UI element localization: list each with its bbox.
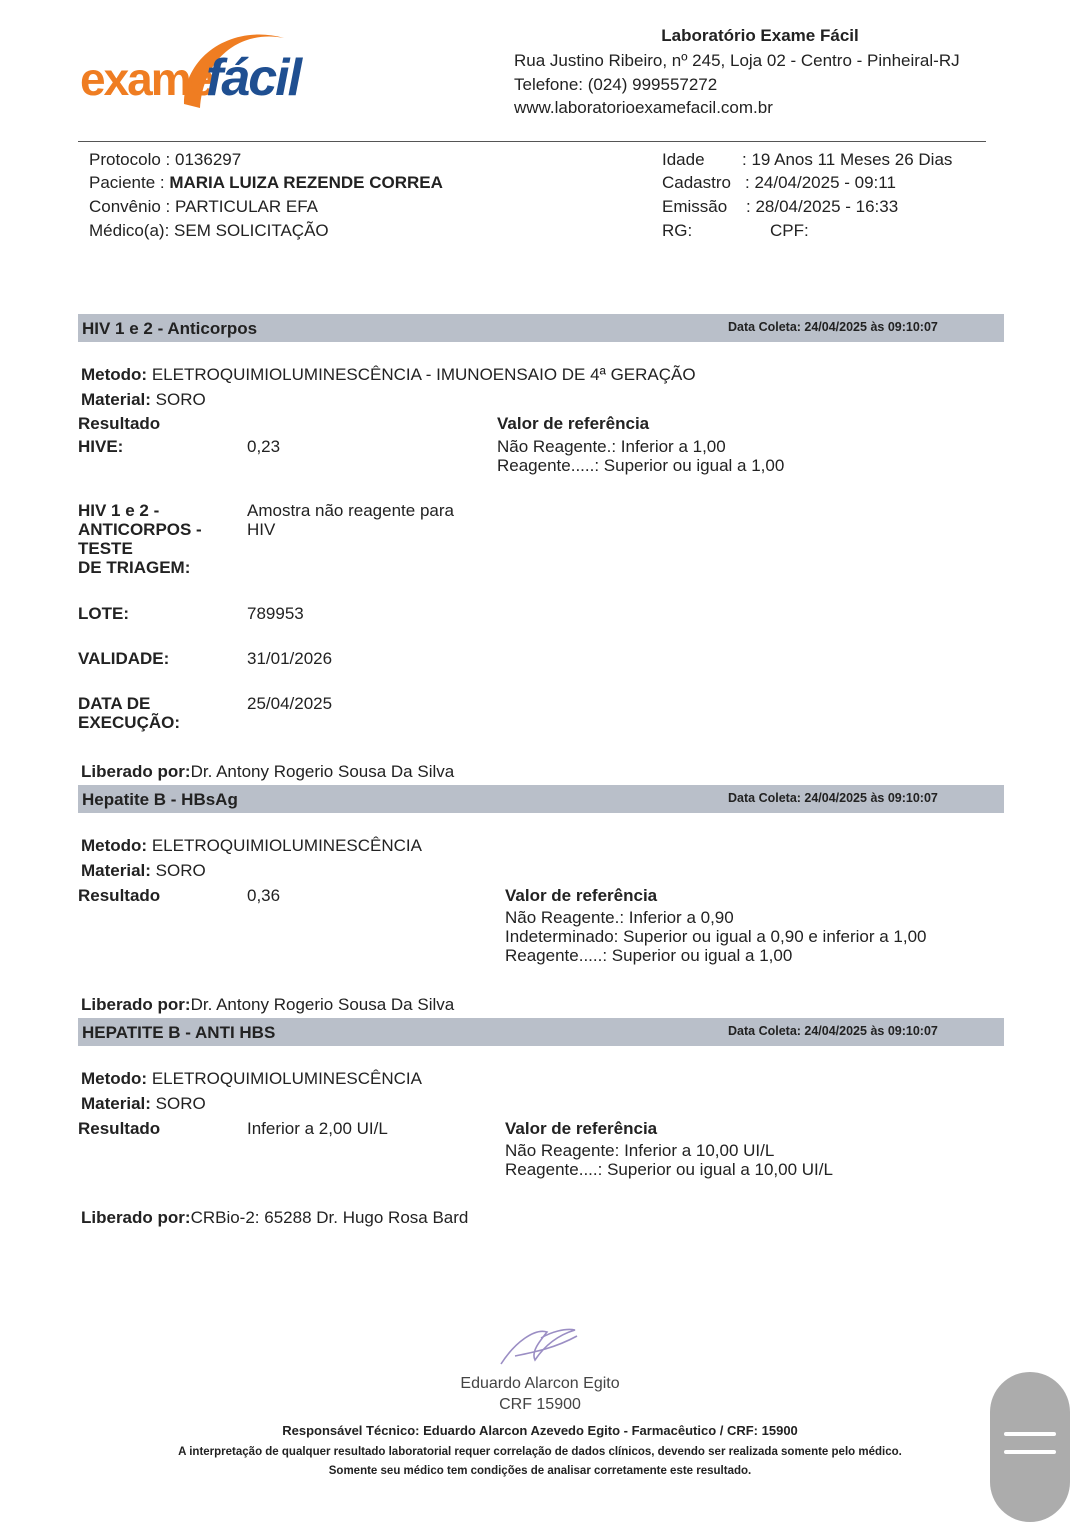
section-hbsag-header [78,785,1004,813]
protocolo-value: 0136297 [175,150,242,169]
medico-label: Médico(a): [89,221,170,240]
hbsag-metodo: Metodo: ELETROQUIMIOLUMINESCÊNCIA [81,836,422,855]
lote-value: 789953 [247,604,304,623]
idade-label: Idade [662,150,705,169]
hiv-metodo: Metodo: ELETROQUIMIOLUMINESCÊNCIA - IMUNOENSAIO DE 4ª GERAÇÃO [81,365,696,384]
section-antihbs-coleta: Data Coleta: 24/04/2025 às 09:10:07 [728,1024,938,1038]
hiv-material: Material: SORO [81,390,206,409]
convenio-row [89,195,318,218]
hiv-resultado-label: Resultado [78,414,161,433]
cpf-label: CPF: [770,221,809,240]
hbsag-ref-line-3: Reagente.....: Superior ou igual a 1,00 [505,946,793,965]
lab-logo [78,22,301,122]
validade-label: VALIDADE: [78,649,170,668]
execucao-value: 25/04/2025 [247,694,333,713]
handle-line-icon [1004,1432,1056,1436]
section-hiv-header [78,314,1004,342]
hbsag-ref-label: Valor de referência [505,886,658,905]
signature-crf: CRF 15900 [499,1396,581,1413]
lab-address: Rua Justino Ribeiro, nº 245, Loja 02 - Centro - Pinheiral-RJ [514,51,960,70]
section-hbsag-coleta: Data Coleta: 24/04/2025 às 09:10:07 [728,791,938,805]
convenio-label: Convênio : [89,197,171,216]
logo-text-facil: fácil [206,49,301,107]
protocolo-label: Protocolo : [89,150,171,169]
antihbs-resultado-value: Inferior a 2,00 UI/L [247,1119,388,1138]
hbsag-ref-line-1: Não Reagente.: Inferior a 0,90 [505,908,734,927]
hiv-ref-line-1: Não Reagente.: Inferior a 1,00 [497,437,726,456]
section-hbsag-title: Hepatite B - HBsAg [82,790,238,809]
validade-value: 31/01/2026 [247,649,333,668]
hbsag-ref-line-2: Indeterminado: Superior ou igual a 0,90 e inferior a 1,00 [505,927,927,946]
antihbs-resultado-label: Resultado [78,1119,161,1138]
hiv-ref-line-2: Reagente.....: Superior ou igual a 1,00 [497,456,785,475]
paciente-row [89,171,443,194]
medico-row [89,219,329,242]
triagem-label: HIV 1 e 2 - ANTICORPOS - TESTE DE TRIAGEM: [78,501,202,577]
hbsag-resultado-value: 0,36 [247,886,281,905]
scroll-handle[interactable] [990,1372,1070,1522]
handle-line-icon [1004,1450,1056,1454]
antihbs-material: Material: SORO [81,1094,206,1113]
triagem-value: Amostra não reagente para HIV [247,501,454,539]
protocolo-row [89,148,241,171]
lab-phone: Telefone: (024) 999557272 [514,75,718,94]
rg-label: RG: [662,221,693,240]
antihbs-ref-line-1: Não Reagente: Inferior a 10,00 UI/L [505,1141,775,1160]
emissao-label: Emissão [662,197,728,216]
signature-name: Eduardo Alarcon Egito [460,1375,620,1392]
section-antihbs-header [78,1018,1004,1046]
antihbs-ref-label: Valor de referência [505,1119,658,1138]
header-divider [78,141,986,142]
signature-scribble-icon [495,1322,585,1370]
lab-website: www.laboratorioexamefacil.com.br [514,98,773,117]
hive-value: 0,23 [247,437,281,456]
footer-note-1: A interpretação de qualquer resultado laboratorial requer correlação de dados clínicos, devendo ser realizada somente pelo médico. [178,1446,902,1458]
paciente-label: Paciente : [89,173,165,192]
execucao-label: DATA DE EXECUÇÃO: [78,694,181,732]
paciente-value: MARIA LUIZA REZENDE CORREA [169,173,443,192]
antihbs-liberado: Liberado por:CRBio-2: 65288 Dr. Hugo Rosa Bard [81,1208,469,1227]
lote-label: LOTE: [78,604,129,623]
idade-value: : 19 Anos 11 Meses 26 Dias [742,150,953,169]
section-antihbs-title: HEPATITE B - ANTI HBS [82,1023,276,1042]
hiv-liberado: Liberado por:Dr. Antony Rogerio Sousa Da Silva [81,762,455,781]
logo-text-exame: exame [80,53,214,105]
section-hiv-coleta: Data Coleta: 24/04/2025 às 09:10:07 [728,320,938,334]
cadastro-value: : 24/04/2025 - 09:11 [745,173,896,192]
hive-label: HIVE: [78,437,124,456]
footer-responsavel: Responsável Técnico: Eduardo Alarcon Azevedo Egito - Farmacêutico / CRF: 15900 [282,1423,798,1438]
hiv-ref-label: Valor de referência [497,414,650,433]
hbsag-liberado: Liberado por:Dr. Antony Rogerio Sousa Da Silva [81,995,455,1014]
antihbs-metodo: Metodo: ELETROQUIMIOLUMINESCÊNCIA [81,1069,422,1088]
convenio-value: PARTICULAR EFA [175,197,318,216]
section-hiv-title: HIV 1 e 2 - Anticorpos [82,319,258,338]
hbsag-material: Material: SORO [81,861,206,880]
hbsag-resultado-label: Resultado [78,886,161,905]
footer-note-2: Somente seu médico tem condições de analisar corretamente este resultado. [328,1465,752,1477]
lab-name: Laboratório Exame Fácil [661,26,859,45]
cadastro-label: Cadastro [662,173,731,192]
medico-value: SEM SOLICITAÇÃO [174,221,329,240]
emissao-value: : 28/04/2025 - 16:33 [746,197,899,216]
antihbs-ref-line-2: Reagente....: Superior ou igual a 10,00 UI/L [505,1160,833,1179]
